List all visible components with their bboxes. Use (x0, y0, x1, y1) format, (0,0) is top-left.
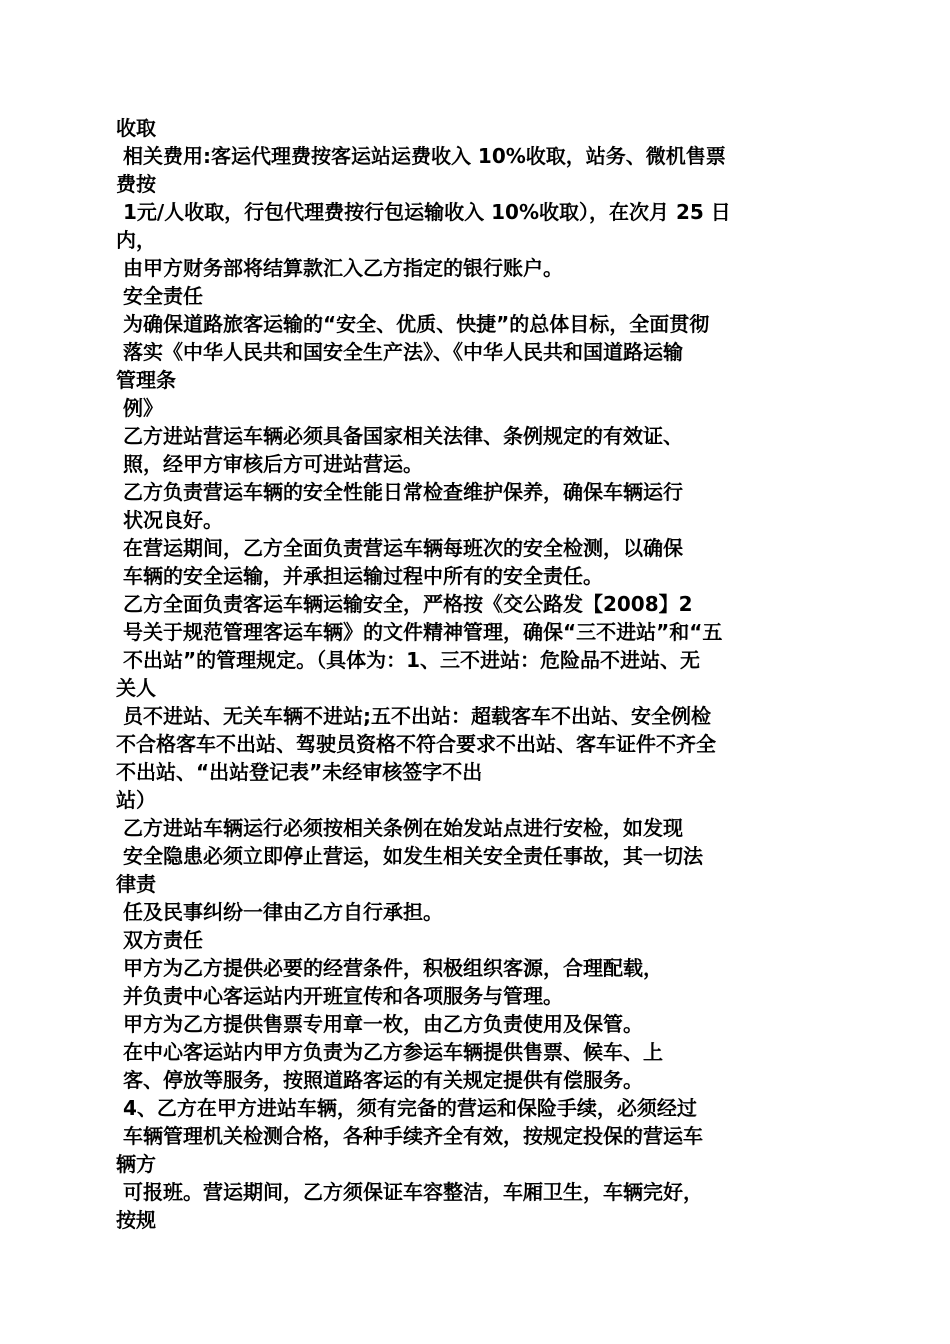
text-line: 乙方全面负责客运车辆运输安全，严格按《交公路发【2008】2 (116, 592, 693, 616)
text-line: 4、乙方在甲方进站车辆，须有完备的营运和保险手续，必须经过 (116, 1096, 697, 1120)
text-line: 任及民事纠纷一律由乙方自行承担。 (116, 900, 443, 924)
text-line: 在营运期间，乙方全面负责营运车辆每班次的安全检测，以确保 (116, 536, 683, 560)
document-body (116, 114, 846, 1234)
text-line: 车辆管理机关检测合格，各种手续齐全有效，按规定投保的营运车 (116, 1124, 703, 1148)
text-line: 甲方为乙方提供必要的经营条件，积极组织客源，合理配载， (116, 956, 663, 980)
text-line: 律责 (116, 872, 156, 896)
text-line: 状况良好。 (116, 508, 223, 532)
text-line: 不合格客车不出站、驾驶员资格不符合要求不出站、客车证件不齐全 (116, 732, 716, 756)
text-line: 乙方负责营运车辆的安全性能日常检查维护保养，确保车辆运行 (116, 480, 683, 504)
text-line: 车辆的安全运输，并承担运输过程中所有的安全责任。 (116, 564, 603, 588)
text-line: 辆方 (116, 1152, 156, 1176)
text-line: 关人 (116, 676, 156, 700)
text-line: 照，经甲方审核后方可进站营运。 (116, 452, 423, 476)
text-line: 不出站”的管理规定。（具体为：1、三不进站：危险品不进站、无 (116, 648, 701, 672)
text-line: 相关费用:客运代理费按客运站运费收入 10%收取，站务、微机售票 (116, 144, 726, 168)
text-line: 并负责中心客运站内开班宣传和各项服务与管理。 (116, 984, 563, 1008)
text-line: 乙方进站车辆运行必须按相关条例在始发站点进行安检，如发现 (116, 816, 683, 840)
text-line: 费按 (116, 172, 156, 196)
text-line: 甲方为乙方提供售票专用章一枚，由乙方负责使用及保管。 (116, 1012, 643, 1036)
text-line: 落实《中华人民共和国安全生产法》、《中华人民共和国道路运输 (116, 340, 683, 364)
text-line: 按规 (116, 1208, 156, 1232)
text-line: 1元/人收取，行包代理费按行包运输收入 10%收取），在次月 25 日 (116, 200, 731, 224)
section-heading: 安全责任 (116, 284, 203, 308)
text-line: 在中心客运站内甲方负责为乙方参运车辆提供售票、候车、上 (116, 1040, 663, 1064)
text-line: 安全隐患必须立即停止营运，如发生相关安全责任事故，其一切法 (116, 844, 703, 868)
text-line: 站） (116, 788, 156, 812)
text-line: 乙方进站营运车辆必须具备国家相关法律、条例规定的有效证、 (116, 424, 683, 448)
text-line: 为确保道路旅客运输的“安全、优质、快捷”的总体目标，全面贯彻 (116, 312, 710, 336)
text-line: 管理条 (116, 368, 176, 392)
text-line: 由甲方财务部将结算款汇入乙方指定的银行账户。 (116, 256, 563, 280)
text-line: 内， (116, 228, 156, 252)
text-line: 例》 (116, 396, 163, 420)
section-heading: 双方责任 (116, 928, 203, 952)
text-line: 收取 (116, 116, 156, 140)
text-line: 客、停放等服务，按照道路客运的有关规定提供有偿服务。 (116, 1068, 643, 1092)
text-line: 号关于规范管理客运车辆》的文件精神管理，确保“三不进站”和“五 (116, 620, 723, 644)
text-line: 不出站、“出站登记表”未经审核签字不出 (116, 760, 483, 784)
text-line: 可报班。营运期间，乙方须保证车容整洁，车厢卫生，车辆完好， (116, 1180, 703, 1204)
text-line: 员不进站、无关车辆不进站;五不出站：超载客车不出站、安全例检 (116, 704, 711, 728)
